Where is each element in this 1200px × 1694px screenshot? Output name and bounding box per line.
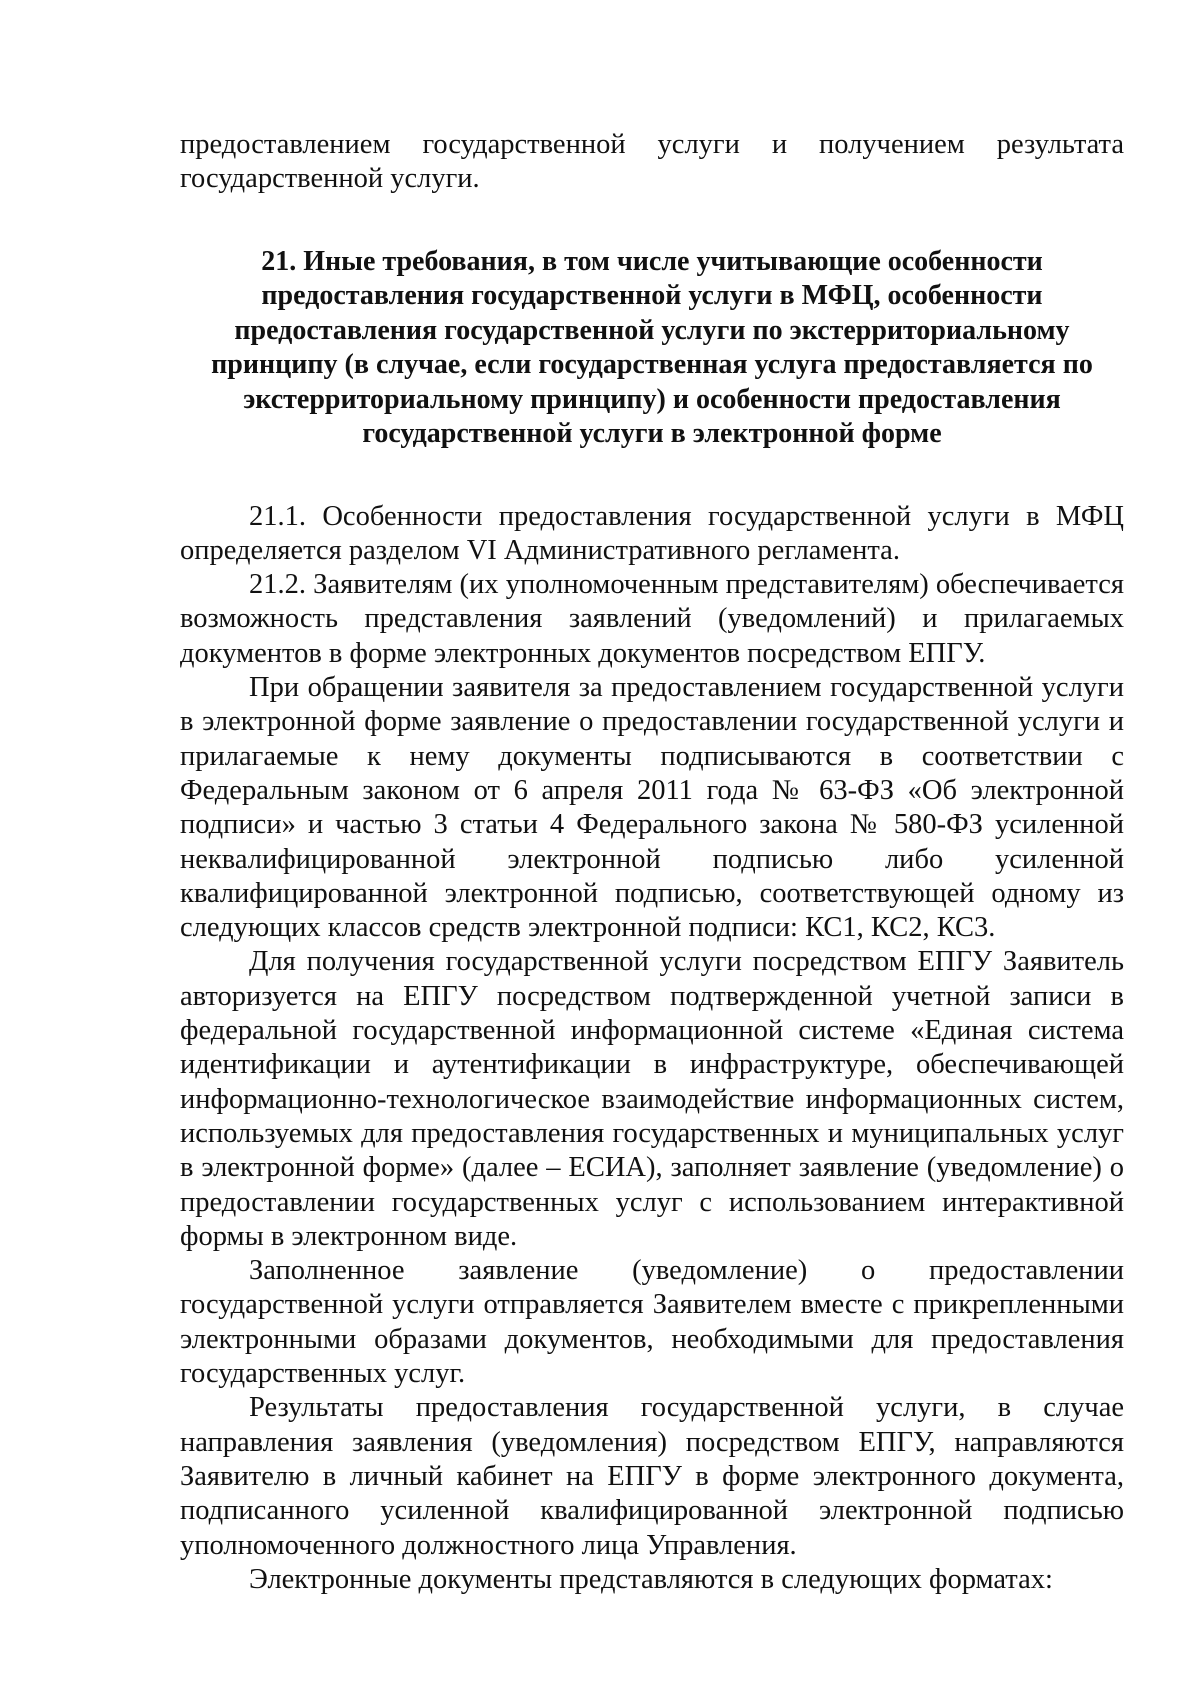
paragraph-epgu-authorization: Для получения государственной услуги посредством ЕПГУ Заявитель авторизуется на ЕПГУ посредством подтвержденной учетной записи в федеральной государственной информационной системе «Единая система идентификации и аутентификации в инфраструктуре, обеспечивающей информационно-технологическое взаимодействие информационных систем, используемых для предоставления государственных и муниципальных услуг в электронной форме» (далее – ЕСИА), заполняет заявление (уведомление) о предоставлении государственных услуг с использованием интерактивной формы в электронном виде. — [180, 946, 1124, 1252]
continuation-paragraph: предоставлением государственной услуги и получением результата государственной услуги. — [180, 129, 1124, 195]
paragraph-21-1: 21.1. Особенности предоставления государственной услуги в МФЦ определяется разделом VI Административного регламента. — [180, 500, 1124, 566]
paragraph-21-2: 21.2. Заявителям (их уполномоченным представителям) обеспечивается возможность представления заявлений (уведомлений) и прилагаемых документов в форме электронных документов посредством ЕПГУ. — [180, 569, 1124, 669]
section-heading: 21. Иные требования, в том числе учитывающие особенности предоставления государственной услуги в МФЦ, особенности предоставления государственной услуги по экстерриториальному принципу (в случае, если государственная услуга предоставляется по экстерриториальному принципу) и особенности предоставления государственной услуги в электронной форме — [211, 245, 1093, 450]
paragraph-formats-intro: Электронные документы представляются в следующих форматах: — [249, 1563, 1053, 1595]
paragraph-results-delivery: Результаты предоставления государственной услуги, в случае направления заявления (уведомления) посредством ЕПГУ, направляются Заявителю в личный кабинет на ЕПГУ в форме электронного документа, подписанного усиленной квалифицированной электронной подписью уполномоченного должностного лица Управления. — [180, 1392, 1124, 1561]
paragraph-filled-application: Заполненное заявление (уведомление) о предоставлении государственной услуги отправляется Заявителем вместе с прикрепленными электронными образами документов, необходимыми для предоставления государственных услуг. — [180, 1255, 1124, 1390]
paragraph-signature-requirements: При обращении заявителя за предоставлением государственной услуги в электронной форме заявление о предоставлении государственной услуги и прилагаемые к нему документы подписываются в соответствии с Федеральным законом от 6 апреля 2011 года № 63-ФЗ «Об электронной подписи» и частью 3 статьи 4 Федерального закона № 580-ФЗ усиленной неквалифицированной электронной подписью либо усиленной квалифицированной электронной подписью, соответствующей одному из следующих классов средств электронной подписи: КС1, КС2, КС3. — [180, 672, 1124, 944]
document-body — [180, 128, 1124, 1597]
